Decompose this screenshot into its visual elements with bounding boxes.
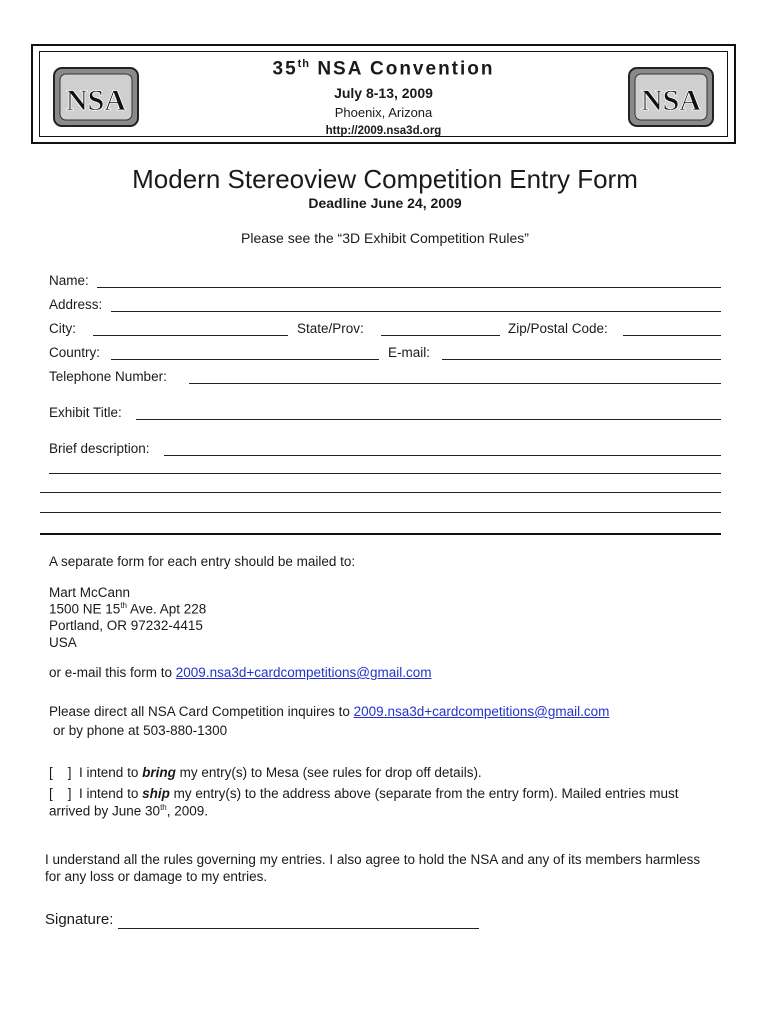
country-label: Country: bbox=[49, 345, 101, 360]
ship-option-line2 bbox=[49, 803, 208, 819]
header-inner-border bbox=[39, 51, 728, 137]
street-ordinal: th bbox=[120, 601, 127, 610]
agreement-line-2: for any loss or damage to my entries. bbox=[45, 869, 268, 884]
city-label: City: bbox=[49, 321, 76, 336]
description-line-4[interactable] bbox=[40, 512, 721, 513]
mailing-country: USA bbox=[49, 635, 77, 650]
nsa-logo-right bbox=[625, 64, 717, 130]
address-field[interactable] bbox=[111, 311, 721, 312]
bring-word: bring bbox=[142, 765, 176, 780]
logo-right-text: NSA bbox=[640, 84, 702, 117]
ship-checkbox[interactable]: [ ] bbox=[49, 786, 72, 801]
street-suffix: Ave. Apt 228 bbox=[126, 601, 207, 617]
mailing-city: Portland, OR 97232-4415 bbox=[49, 618, 203, 633]
description-label: Brief description: bbox=[49, 441, 150, 456]
convention-location: Phoenix, Arizona bbox=[334, 105, 433, 120]
address-label: Address: bbox=[49, 297, 103, 312]
submission-email-link[interactable]: 2009.nsa3d+cardcompetitions@gmail.com bbox=[175, 665, 432, 680]
email-label: E-mail: bbox=[388, 345, 431, 360]
name-field[interactable] bbox=[97, 287, 721, 288]
telephone-field[interactable] bbox=[189, 383, 721, 384]
email-line bbox=[49, 665, 432, 680]
signature-field[interactable] bbox=[118, 928, 479, 929]
phone-line: or by phone at 503-880-1300 bbox=[53, 723, 228, 738]
name-label: Name: bbox=[49, 273, 89, 288]
state-field[interactable] bbox=[381, 335, 500, 336]
zip-field[interactable] bbox=[623, 335, 721, 336]
zip-label: Zip/Postal Code: bbox=[508, 321, 608, 336]
inquiry-line bbox=[49, 704, 609, 719]
country-field[interactable] bbox=[111, 359, 379, 360]
exhibit-title-field[interactable] bbox=[136, 419, 721, 420]
telephone-label: Telephone Number: bbox=[49, 369, 167, 384]
bring-checkbox[interactable]: [ ] bbox=[49, 765, 72, 780]
city-field[interactable] bbox=[93, 335, 288, 336]
ship-line2-prefix: arrived by June 30 bbox=[49, 803, 161, 819]
convention-title bbox=[40, 58, 727, 80]
mailing-name: Mart McCann bbox=[49, 585, 131, 600]
convention-header bbox=[31, 44, 736, 144]
title-number: 35 bbox=[272, 58, 298, 80]
email-prefix: or e-mail this form to bbox=[49, 665, 176, 680]
state-label: State/Prov: bbox=[297, 321, 364, 336]
logo-left-text: NSA bbox=[65, 84, 127, 117]
mailing-intro: A separate form for each entry should be mailed to: bbox=[49, 554, 356, 569]
ship-line2-suffix: , 2009. bbox=[166, 803, 209, 819]
exhibit-title-label: Exhibit Title: bbox=[49, 405, 122, 420]
agreement-line-1: I understand all the rules governing my entries. I also agree to hold the NSA and any of its members harmless bbox=[45, 852, 701, 867]
convention-dates: July 8-13, 2009 bbox=[334, 85, 433, 101]
signature-label: Signature: bbox=[45, 911, 114, 928]
bring-prefix: I intend to bbox=[79, 765, 143, 780]
bring-option bbox=[49, 765, 482, 780]
inquiry-email-link[interactable]: 2009.nsa3d+cardcompetitions@gmail.com bbox=[353, 704, 610, 719]
bring-suffix: my entry(s) to Mesa (see rules for drop off details). bbox=[175, 765, 482, 780]
mailing-street bbox=[49, 601, 206, 617]
description-line-2[interactable] bbox=[49, 473, 721, 474]
email-field[interactable] bbox=[442, 359, 721, 360]
ship-suffix: my entry(s) to the address above (separate from the entry form). Mailed entries must bbox=[169, 786, 679, 801]
form-title: Modern Stereoview Competition Entry Form bbox=[132, 164, 638, 194]
inquiry-prefix: Please direct all NSA Card Competition inquires to bbox=[49, 704, 354, 719]
description-line-3[interactable] bbox=[40, 492, 721, 493]
convention-url: http://2009.nsa3d.org bbox=[325, 125, 442, 137]
rules-note: Please see the “3D Exhibit Competition Rules” bbox=[241, 230, 529, 246]
deadline: Deadline June 24, 2009 bbox=[308, 195, 462, 211]
ship-option bbox=[49, 786, 679, 801]
ship-line2-ordinal: th bbox=[160, 803, 167, 812]
ship-word: ship bbox=[142, 786, 170, 801]
section-divider bbox=[40, 533, 721, 535]
street-prefix: 1500 NE 15 bbox=[49, 601, 121, 617]
title-ordinal: th bbox=[297, 58, 311, 70]
title-text: NSA Convention bbox=[317, 58, 495, 80]
description-field[interactable] bbox=[164, 455, 721, 456]
ship-prefix: I intend to bbox=[79, 786, 143, 801]
